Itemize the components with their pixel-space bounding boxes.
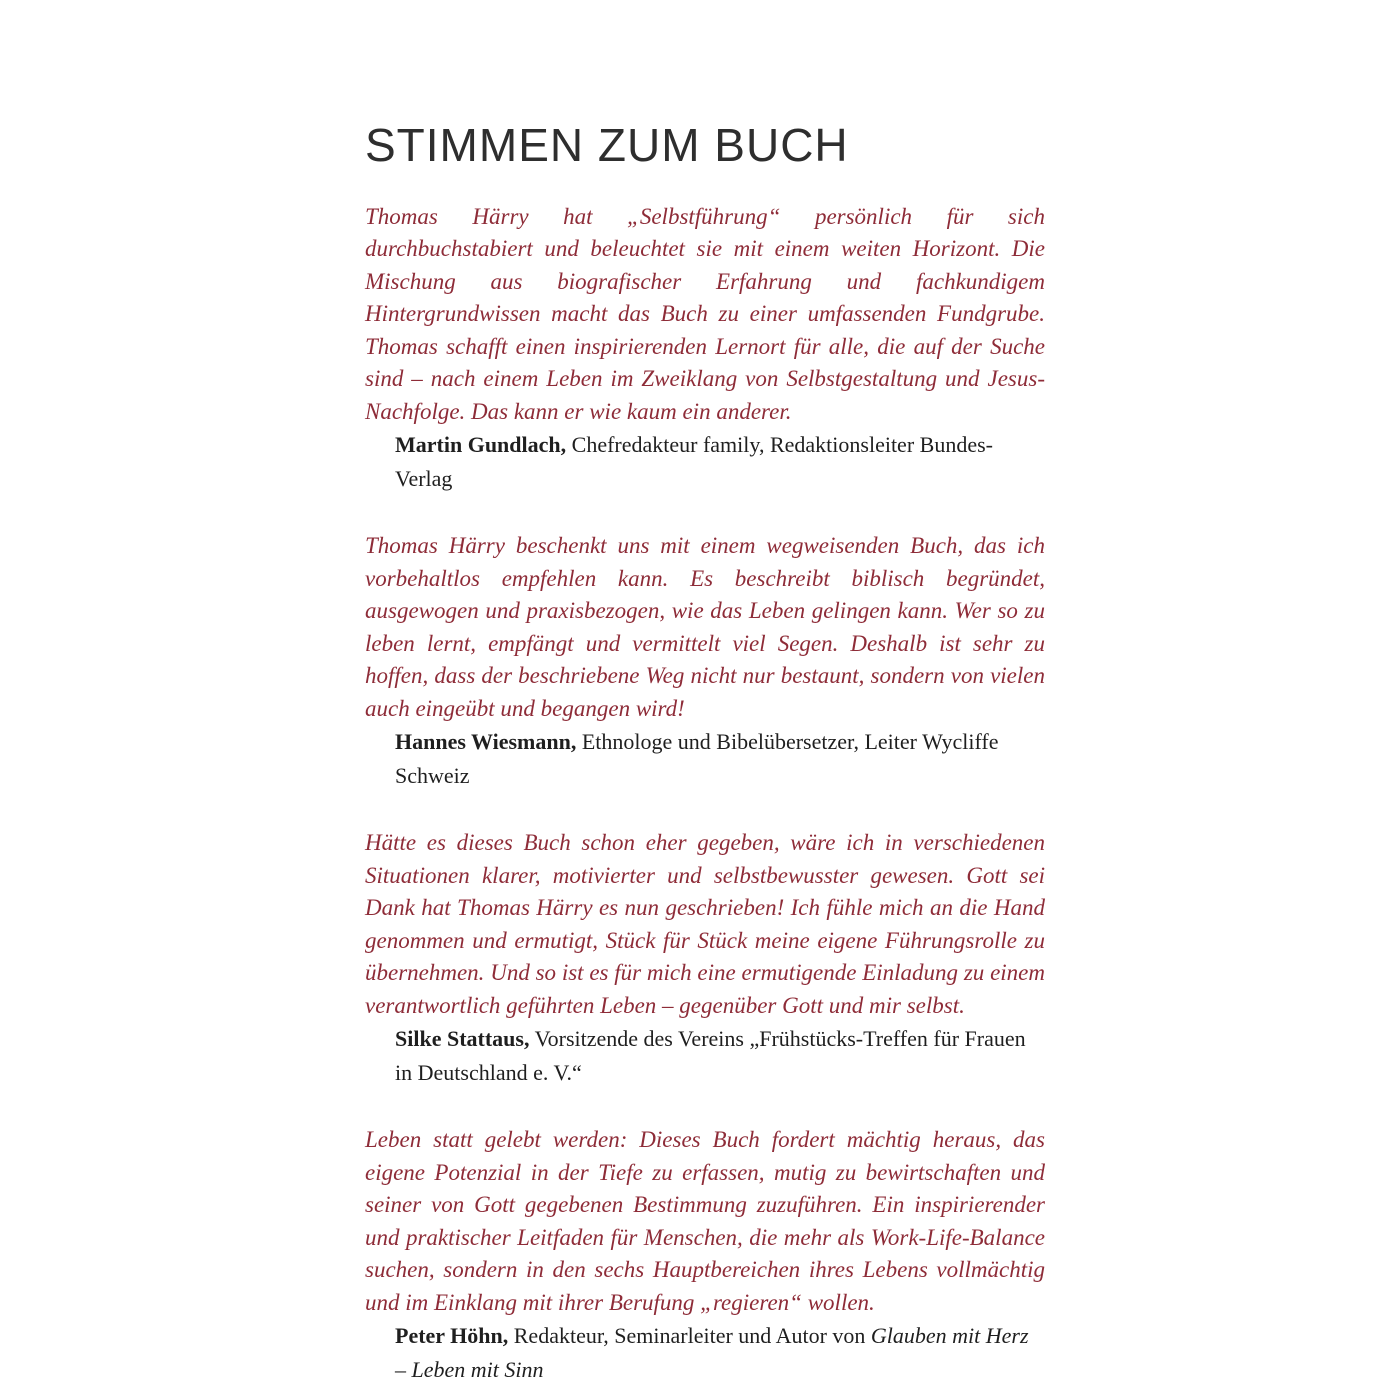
testimonial-quote: Thomas Härry hat „Selbstführung“ persönlich für sich durchbuchstabiert und beleuchtet sie mit einem weiten Horizont. Die Mischung aus biografischer Erfahrung und fachkundigem Hintergrundwissen macht das Buch zu einer umfassenden Fundgrube. Thomas schafft einen inspirierenden Lernort für alle, die auf der Suche sind – nach einem Leben im Zweiklang von Selbstgestaltung und Jesus-Nachfolge. Das kann er wie kaum ein anderer. bbox=[365, 203, 1045, 424]
page-content bbox=[365, 120, 1045, 1400]
testimonial-attribution bbox=[395, 428, 1045, 496]
testimonial-role: Ethnologe und Bibelübersetzer, Leiter Wycliffe Schweiz bbox=[395, 729, 999, 789]
testimonial-role: Chefredakteur family, Redaktionsleiter Bundes-Verlag bbox=[395, 432, 993, 492]
testimonial-work-title: Glauben mit Herz – Leben mit Sinn bbox=[395, 1323, 1029, 1383]
testimonial-author: Hannes Wiesmann, bbox=[395, 729, 577, 755]
testimonial-attribution bbox=[395, 725, 1045, 793]
testimonial-1 bbox=[365, 201, 1045, 497]
testimonial-3 bbox=[365, 827, 1045, 1090]
testimonial-author: Peter Höhn, bbox=[395, 1323, 509, 1349]
testimonial-author: Silke Stattaus, bbox=[395, 1026, 530, 1052]
testimonial-quote: Hätte es dieses Buch schon eher gegeben, wäre ich in verschiedenen Situationen klarer, motivierter und selbstbewusster gewesen. Gott sei Dank hat Thomas Härry es nun geschrieben! Ich fühle mich an die Hand genommen und ermutigt, Stück für Stück meine eigene Führungsrolle zu übernehmen. Und so ist es für mich eine ermutigende Einladung zu einem verantwortlich geführten Leben – gegenüber Gott und mir selbst. bbox=[365, 830, 1045, 1018]
testimonial-quote: Leben statt gelebt werden: Dieses Buch fordert mächtig heraus, das eigene Potenzial in der Tiefe zu erfassen, mutig zu bewirtschaften und seiner von Gott gegebenen Bestimmung zuzuführen. Ein inspirierender und praktischer Leitfaden für Menschen, die mehr als Work-Life-Balance suchen, sondern in den sechs Hauptbereichen ihres Lebens vollmächtig und im Einklang mit ihrer Berufung „regieren“ wollen. bbox=[365, 1127, 1045, 1315]
testimonial-role: Vorsitzende des Vereins „Frühstücks-Treffen für Frauen in Deutschland e. V.“ bbox=[395, 1026, 1026, 1086]
testimonial-2 bbox=[365, 530, 1045, 793]
testimonial-4 bbox=[365, 1124, 1045, 1387]
page-title: STIMMEN ZUM BUCH bbox=[365, 119, 849, 171]
testimonial-author: Martin Gundlach, bbox=[395, 432, 567, 458]
testimonial-attribution bbox=[395, 1319, 1045, 1387]
testimonial-quote: Thomas Härry beschenkt uns mit einem wegweisenden Buch, das ich vorbehaltlos empfehlen kann. Es beschreibt biblisch begründet, ausgewogen und praxisbezogen, wie das Leben gelingen kann. Wer so zu leben lernt, empfängt und vermittelt viel Segen. Deshalb ist sehr zu hoffen, dass der beschriebene Weg nicht nur bestaunt, sondern von vielen auch eingeübt und begangen wird! bbox=[365, 533, 1045, 721]
testimonial-attribution bbox=[395, 1022, 1045, 1090]
testimonial-role: Redakteur, Seminarleiter und Autor von bbox=[508, 1323, 871, 1349]
